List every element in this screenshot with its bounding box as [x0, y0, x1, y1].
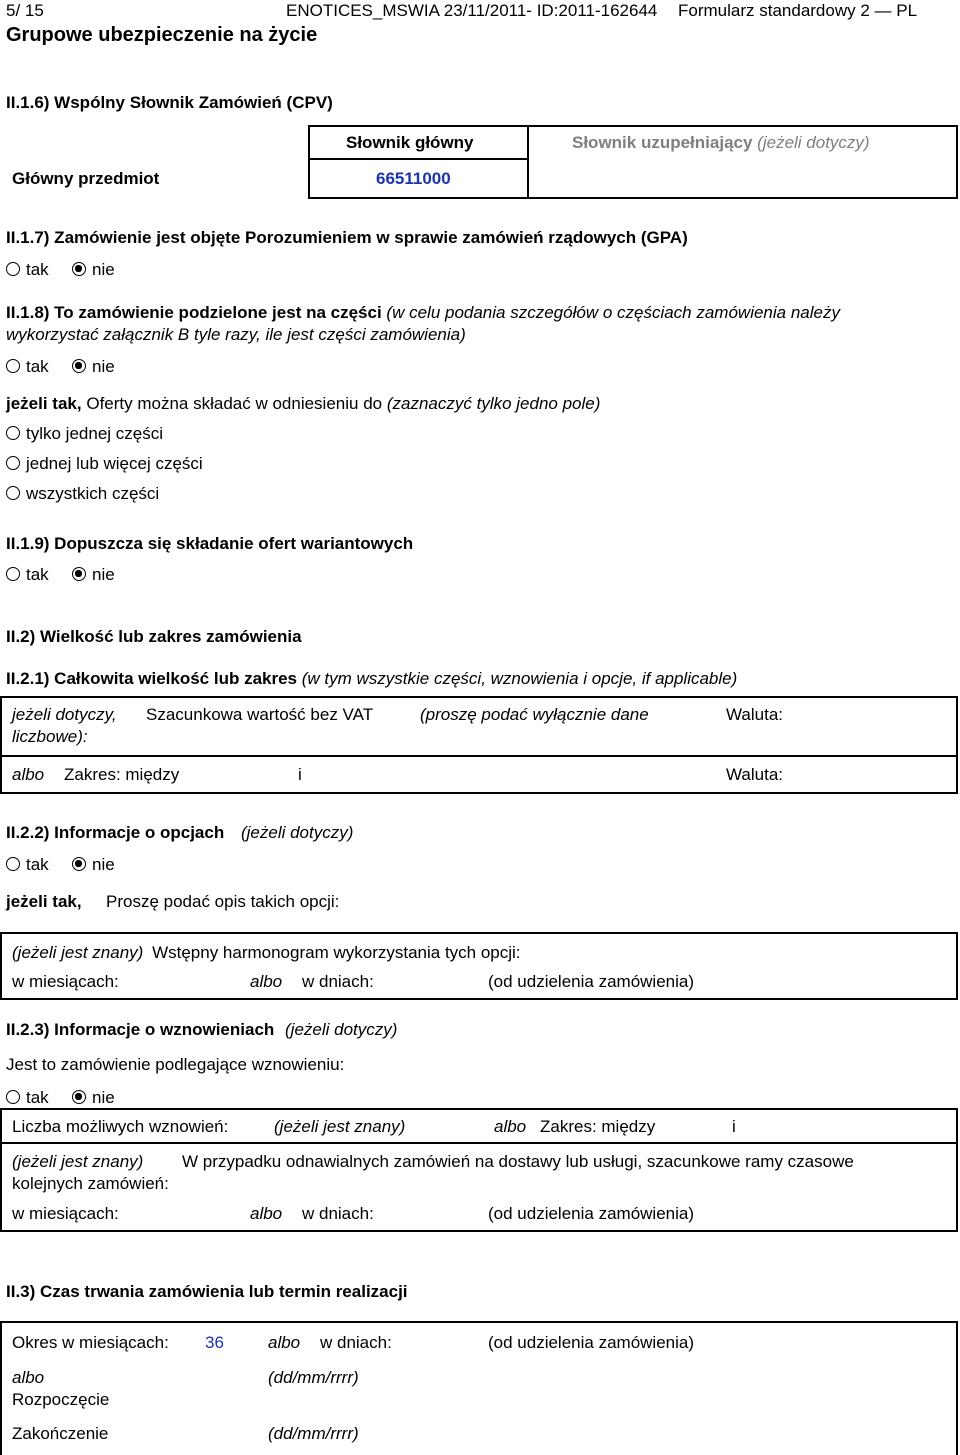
supp-vocab-heading	[572, 132, 870, 153]
duration-months-label: Okres w miesiącach:	[12, 1333, 169, 1352]
renewals-nie-radio[interactable]	[72, 1090, 86, 1104]
options-heading-italic: (jeżeli dotyczy)	[240, 823, 354, 842]
lots-heading-italic-2: wykorzystać załącznik B tyle razy, ile jest części zamówienia)	[6, 325, 466, 344]
variants-tak-radio[interactable]	[6, 567, 20, 581]
variants-heading: II.1.9) Dopuszcza się składanie ofert wariantowych	[6, 534, 414, 553]
options-if-yes-bold: jeżeli tak,	[6, 892, 82, 911]
form-name: Formularz standardowy 2 — PL	[678, 1, 918, 20]
lots-if-yes	[6, 393, 600, 414]
options-months-label: w miesiącach:	[12, 972, 119, 991]
lots-nie-radio[interactable]	[72, 359, 86, 373]
duration-heading: II.3) Czas trwania zamówienia lub termin realizacji	[6, 1282, 408, 1301]
main-object-label: Główny przedmiot	[12, 169, 160, 188]
quantity-heading: II.2) Wielkość lub zakres zamówienia	[6, 627, 302, 646]
total-quantity-bold: II.2.1) Całkowita wielkość lub zakres	[6, 669, 298, 688]
lots-option-label-3: wszystkich części	[26, 484, 160, 503]
options-schedule-italic: (jeżeli jest znany)	[12, 943, 144, 962]
total-quantity-heading	[6, 668, 737, 689]
gpa-heading: II.1.7) Zamówienie jest objęte Porozumieniem w sprawie zamówień rządowych (GPA)	[6, 228, 688, 247]
duration-albo-2: albo	[12, 1368, 45, 1387]
page-number: 5/ 15	[6, 1, 44, 20]
gpa-tak-label: tak	[26, 260, 49, 279]
options-nie-radio[interactable]	[72, 857, 86, 871]
lots-nie-label: nie	[92, 357, 115, 376]
renewals-from-award: (od udzielenia zamówienia)	[488, 1204, 695, 1223]
renewals-heading	[6, 1019, 397, 1040]
renewals-count-label: Liczba możliwych wznowień:	[12, 1117, 229, 1136]
duration-months-value: 36	[205, 1333, 224, 1352]
lots-option-label-1: tylko jednej części	[26, 424, 164, 443]
gpa-nie-radio[interactable]	[72, 262, 86, 276]
supp-vocab-label: Słownik uzupełniający	[572, 133, 753, 152]
renewals-heading-bold: II.2.3) Informacje o wznowieniach	[6, 1020, 275, 1039]
lots-if-yes-bold: jeżeli tak,	[6, 394, 82, 413]
options-schedule-row	[12, 942, 521, 963]
renewals-range-and: i	[732, 1117, 736, 1136]
cpv-row-divider	[308, 158, 528, 160]
options-albo: albo	[250, 972, 283, 991]
lots-option-label-2: jednej lub więcej części	[26, 454, 203, 473]
options-from-award: (od udzielenia zamówienia)	[488, 972, 695, 991]
cpv-heading: II.1.6) Wspólny Słownik Zamówień (CPV)	[6, 93, 333, 112]
main-object-code: 66511000	[376, 169, 451, 188]
gpa-nie-label: nie	[92, 260, 115, 279]
supp-vocab-note: (jeżeli dotyczy)	[757, 133, 870, 152]
options-days-label: w dniach:	[302, 972, 374, 991]
cpv-divider	[527, 125, 529, 199]
variants-nie-radio[interactable]	[72, 567, 86, 581]
renewals-albo: albo	[494, 1117, 527, 1136]
quantity-row-divider	[0, 755, 958, 757]
options-tak-radio[interactable]	[6, 857, 20, 871]
renewals-tak-label: tak	[26, 1088, 49, 1107]
lots-option-radio-2[interactable]	[6, 456, 20, 470]
renewals-heading-italic: (jeżeli dotyczy)	[285, 1020, 398, 1039]
renewals-range-label: Zakres: między	[540, 1117, 656, 1136]
duration-days-label: w dniach:	[320, 1333, 392, 1352]
renewals-nie-label: nie	[92, 1088, 115, 1107]
lots-if-yes-text: Oferty można składać w odniesieniu do	[86, 394, 383, 413]
renewals-timeframe-text-1: W przypadku odnawialnych zamówień na dostawy lub usługi, szacunkowe ramy czasowe	[182, 1152, 854, 1171]
options-description-label: Proszę podać opis takich opcji:	[106, 892, 340, 911]
estimated-value-note: (proszę podać wyłącznie dane	[420, 705, 649, 724]
total-quantity-italic: (w tym wszystkie części, wznowienia i opcje, if applicable)	[301, 669, 738, 688]
estimated-value-label: Szacunkowa wartość bez VAT	[146, 705, 374, 724]
lots-tak-radio[interactable]	[6, 359, 20, 373]
renewals-count-note: (jeżeli jest znany)	[274, 1117, 406, 1136]
range-and-label: i	[298, 765, 302, 784]
options-heading-bold: II.2.2) Informacje o opcjach	[6, 823, 225, 842]
renewals-days-label: w dniach:	[302, 1204, 374, 1223]
estimated-value-note-2: liczbowe):	[12, 727, 88, 746]
range-between-label: Zakres: między	[64, 765, 180, 784]
duration-albo: albo	[268, 1333, 301, 1352]
renewals-months-label: w miesiącach:	[12, 1204, 119, 1223]
lots-option-radio-3[interactable]	[6, 486, 20, 500]
lots-heading-italic: (w celu podania szczegółów o częściach zamówienia należy	[386, 303, 840, 322]
options-heading	[6, 822, 353, 843]
document-id: ENOTICES_MSWIA 23/11/2011- ID:2011-162644	[286, 1, 658, 20]
currency-label-2: Waluta:	[726, 765, 784, 784]
lots-option-radio-1[interactable]	[6, 426, 20, 440]
end-date-label: Zakończenie	[12, 1424, 109, 1443]
lots-heading	[6, 302, 840, 323]
renewals-albo-2: albo	[250, 1204, 283, 1223]
lots-if-yes-italic: (zaznaczyć tylko jedno pole)	[386, 394, 601, 413]
quantity-row2-albo: albo	[12, 765, 45, 784]
quantity-row1-italic: jeżeli dotyczy,	[12, 705, 117, 724]
options-tak-label: tak	[26, 855, 49, 874]
lots-heading-bold: II.1.8) To zamówienie podzielone jest na części	[6, 303, 382, 322]
renewals-row-divider	[0, 1142, 958, 1144]
renewals-question: Jest to zamówienie podlegające wznowieniu:	[6, 1055, 345, 1074]
options-schedule-text: Wstępny harmonogram wykorzystania tych opcji:	[152, 943, 521, 962]
renewals-timeframe-italic: (jeżeli jest znany)	[12, 1152, 144, 1171]
lots-tak-label: tak	[26, 357, 49, 376]
main-vocab-label: Słownik główny	[346, 133, 474, 152]
options-nie-label: nie	[92, 855, 115, 874]
variants-tak-label: tak	[26, 565, 49, 584]
end-date-format: (dd/mm/rrrr)	[268, 1424, 359, 1443]
start-date-label: Rozpoczęcie	[12, 1390, 110, 1409]
gpa-tak-radio[interactable]	[6, 262, 20, 276]
renewals-tak-radio[interactable]	[6, 1090, 20, 1104]
renewals-timeframe-text-2: kolejnych zamówień:	[12, 1174, 169, 1193]
start-date-format: (dd/mm/rrrr)	[268, 1368, 359, 1387]
variants-nie-label: nie	[92, 565, 115, 584]
currency-label-1: Waluta:	[726, 705, 784, 724]
page-title: Grupowe ubezpieczenie na życie	[6, 24, 318, 46]
duration-from-award: (od udzielenia zamówienia)	[488, 1333, 695, 1352]
